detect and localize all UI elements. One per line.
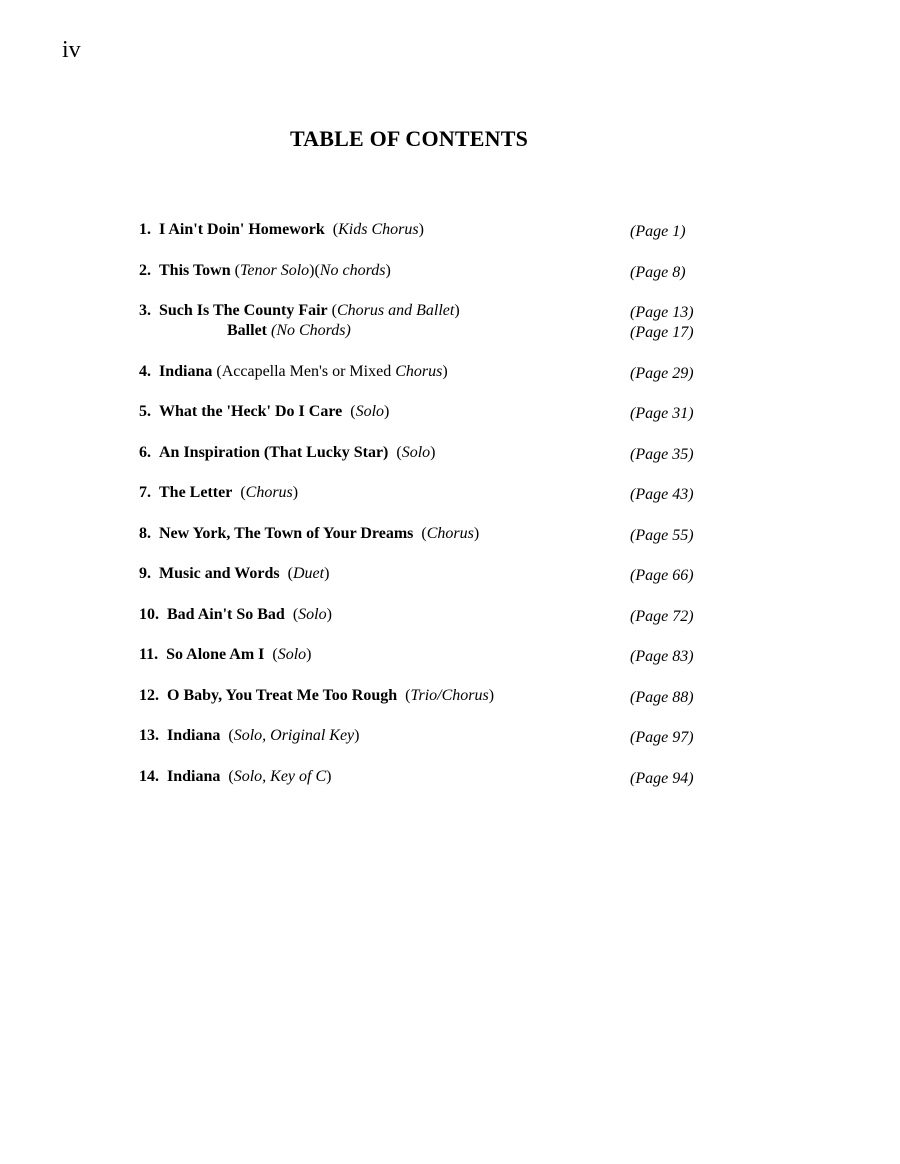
toc-entry [139, 220, 759, 240]
entry-note: (Chorus) [240, 484, 299, 501]
entry-title: This Town [159, 261, 231, 279]
entry-note: (Solo) [396, 443, 436, 461]
entry-number: 1. [139, 221, 151, 238]
entry-title: New York, The Town of Your Dreams [159, 524, 414, 542]
toc-entry [139, 443, 759, 463]
entry-title: An Inspiration (That Lucky Star) [159, 443, 389, 461]
entry-page: (Page 94) [630, 769, 694, 787]
entry-title: Such Is The County Fair [159, 302, 328, 319]
entry-note: (Solo, Original Key) [228, 727, 360, 744]
entry-number: 10. [139, 605, 159, 623]
entry-number: 6. [139, 443, 151, 461]
entry-page: (Page 43) [630, 486, 694, 503]
entry-page: (Page 13) [630, 304, 694, 321]
entry-note: (Solo) [292, 605, 332, 623]
entry-page: (Page 35) [630, 445, 694, 463]
entry-subnote: (No Chords) [271, 322, 351, 339]
entry-page: (Page 55) [630, 526, 694, 544]
entry-page: (Page 31) [630, 405, 694, 422]
entry-number: 11. [139, 646, 159, 663]
entry-page: (Page 1) [630, 223, 686, 240]
entry-note: (Duet) [287, 565, 330, 582]
entry-number: 2. [139, 261, 151, 279]
toc-entry [139, 362, 759, 382]
entry-subtitle: Ballet [227, 322, 267, 339]
entry-number: 12. [139, 686, 159, 704]
entry-page: (Page 88) [630, 688, 694, 706]
toc-entry [139, 645, 759, 665]
toc-entry [139, 767, 759, 787]
entry-note: (Chorus and Ballet) [331, 302, 460, 319]
entry-page: (Page 66) [630, 567, 694, 584]
entry-note: (Chorus) [421, 524, 480, 542]
entry-note: (Solo) [350, 403, 390, 420]
toc-entry [139, 726, 759, 746]
page-title: TABLE OF CONTENTS [289, 126, 529, 151]
toc-entry [139, 564, 759, 584]
entry-page: (Page 97) [630, 729, 694, 746]
entry-title: Indiana [167, 727, 221, 744]
toc-entry [139, 524, 759, 544]
entry-number: 8. [139, 524, 151, 542]
entry-title: What the 'Heck' Do I Care [159, 403, 343, 420]
entry-note: (Solo) [272, 646, 312, 663]
entry-number: 13. [139, 727, 159, 744]
entry-number: 3. [139, 302, 151, 319]
entry-note: (Accapella Men's or Mixed Chorus) [216, 362, 448, 380]
entry-number: 5. [139, 403, 151, 420]
entry-title: Bad Ain't So Bad [167, 605, 285, 623]
entry-note: (Tenor Solo)(No chords) [234, 261, 391, 279]
entry-title: The Letter [159, 484, 233, 501]
entry-note: (Kids Chorus) [332, 221, 424, 238]
entry-title: Indiana [167, 767, 221, 785]
toc-entry [139, 483, 759, 503]
entry-title: Indiana [159, 362, 213, 380]
entry-note: (Solo, Key of C) [228, 767, 332, 785]
toc-entry [139, 261, 759, 281]
entry-number: 9. [139, 565, 151, 582]
entry-title: I Ain't Doin' Homework [159, 221, 325, 238]
entry-title: O Baby, You Treat Me Too Rough [167, 686, 398, 704]
toc-entry [139, 301, 759, 341]
entry-number: 14. [139, 767, 159, 785]
entry-subpage: (Page 17) [630, 324, 694, 341]
entry-page: (Page 72) [630, 607, 694, 625]
page-number: iv [62, 37, 81, 63]
entry-page: (Page 29) [630, 364, 694, 382]
entry-title: So Alone Am I [166, 646, 265, 663]
entry-note: (Trio/Chorus) [405, 686, 495, 704]
toc-entry [139, 605, 759, 625]
entry-number: 7. [139, 484, 151, 501]
toc-entry [139, 686, 759, 706]
entry-number: 4. [139, 362, 151, 380]
toc-entry [139, 402, 759, 422]
toc-list [139, 220, 759, 807]
entry-title: Music and Words [159, 565, 280, 582]
entry-page: (Page 83) [630, 648, 694, 665]
entry-page: (Page 8) [630, 263, 686, 281]
